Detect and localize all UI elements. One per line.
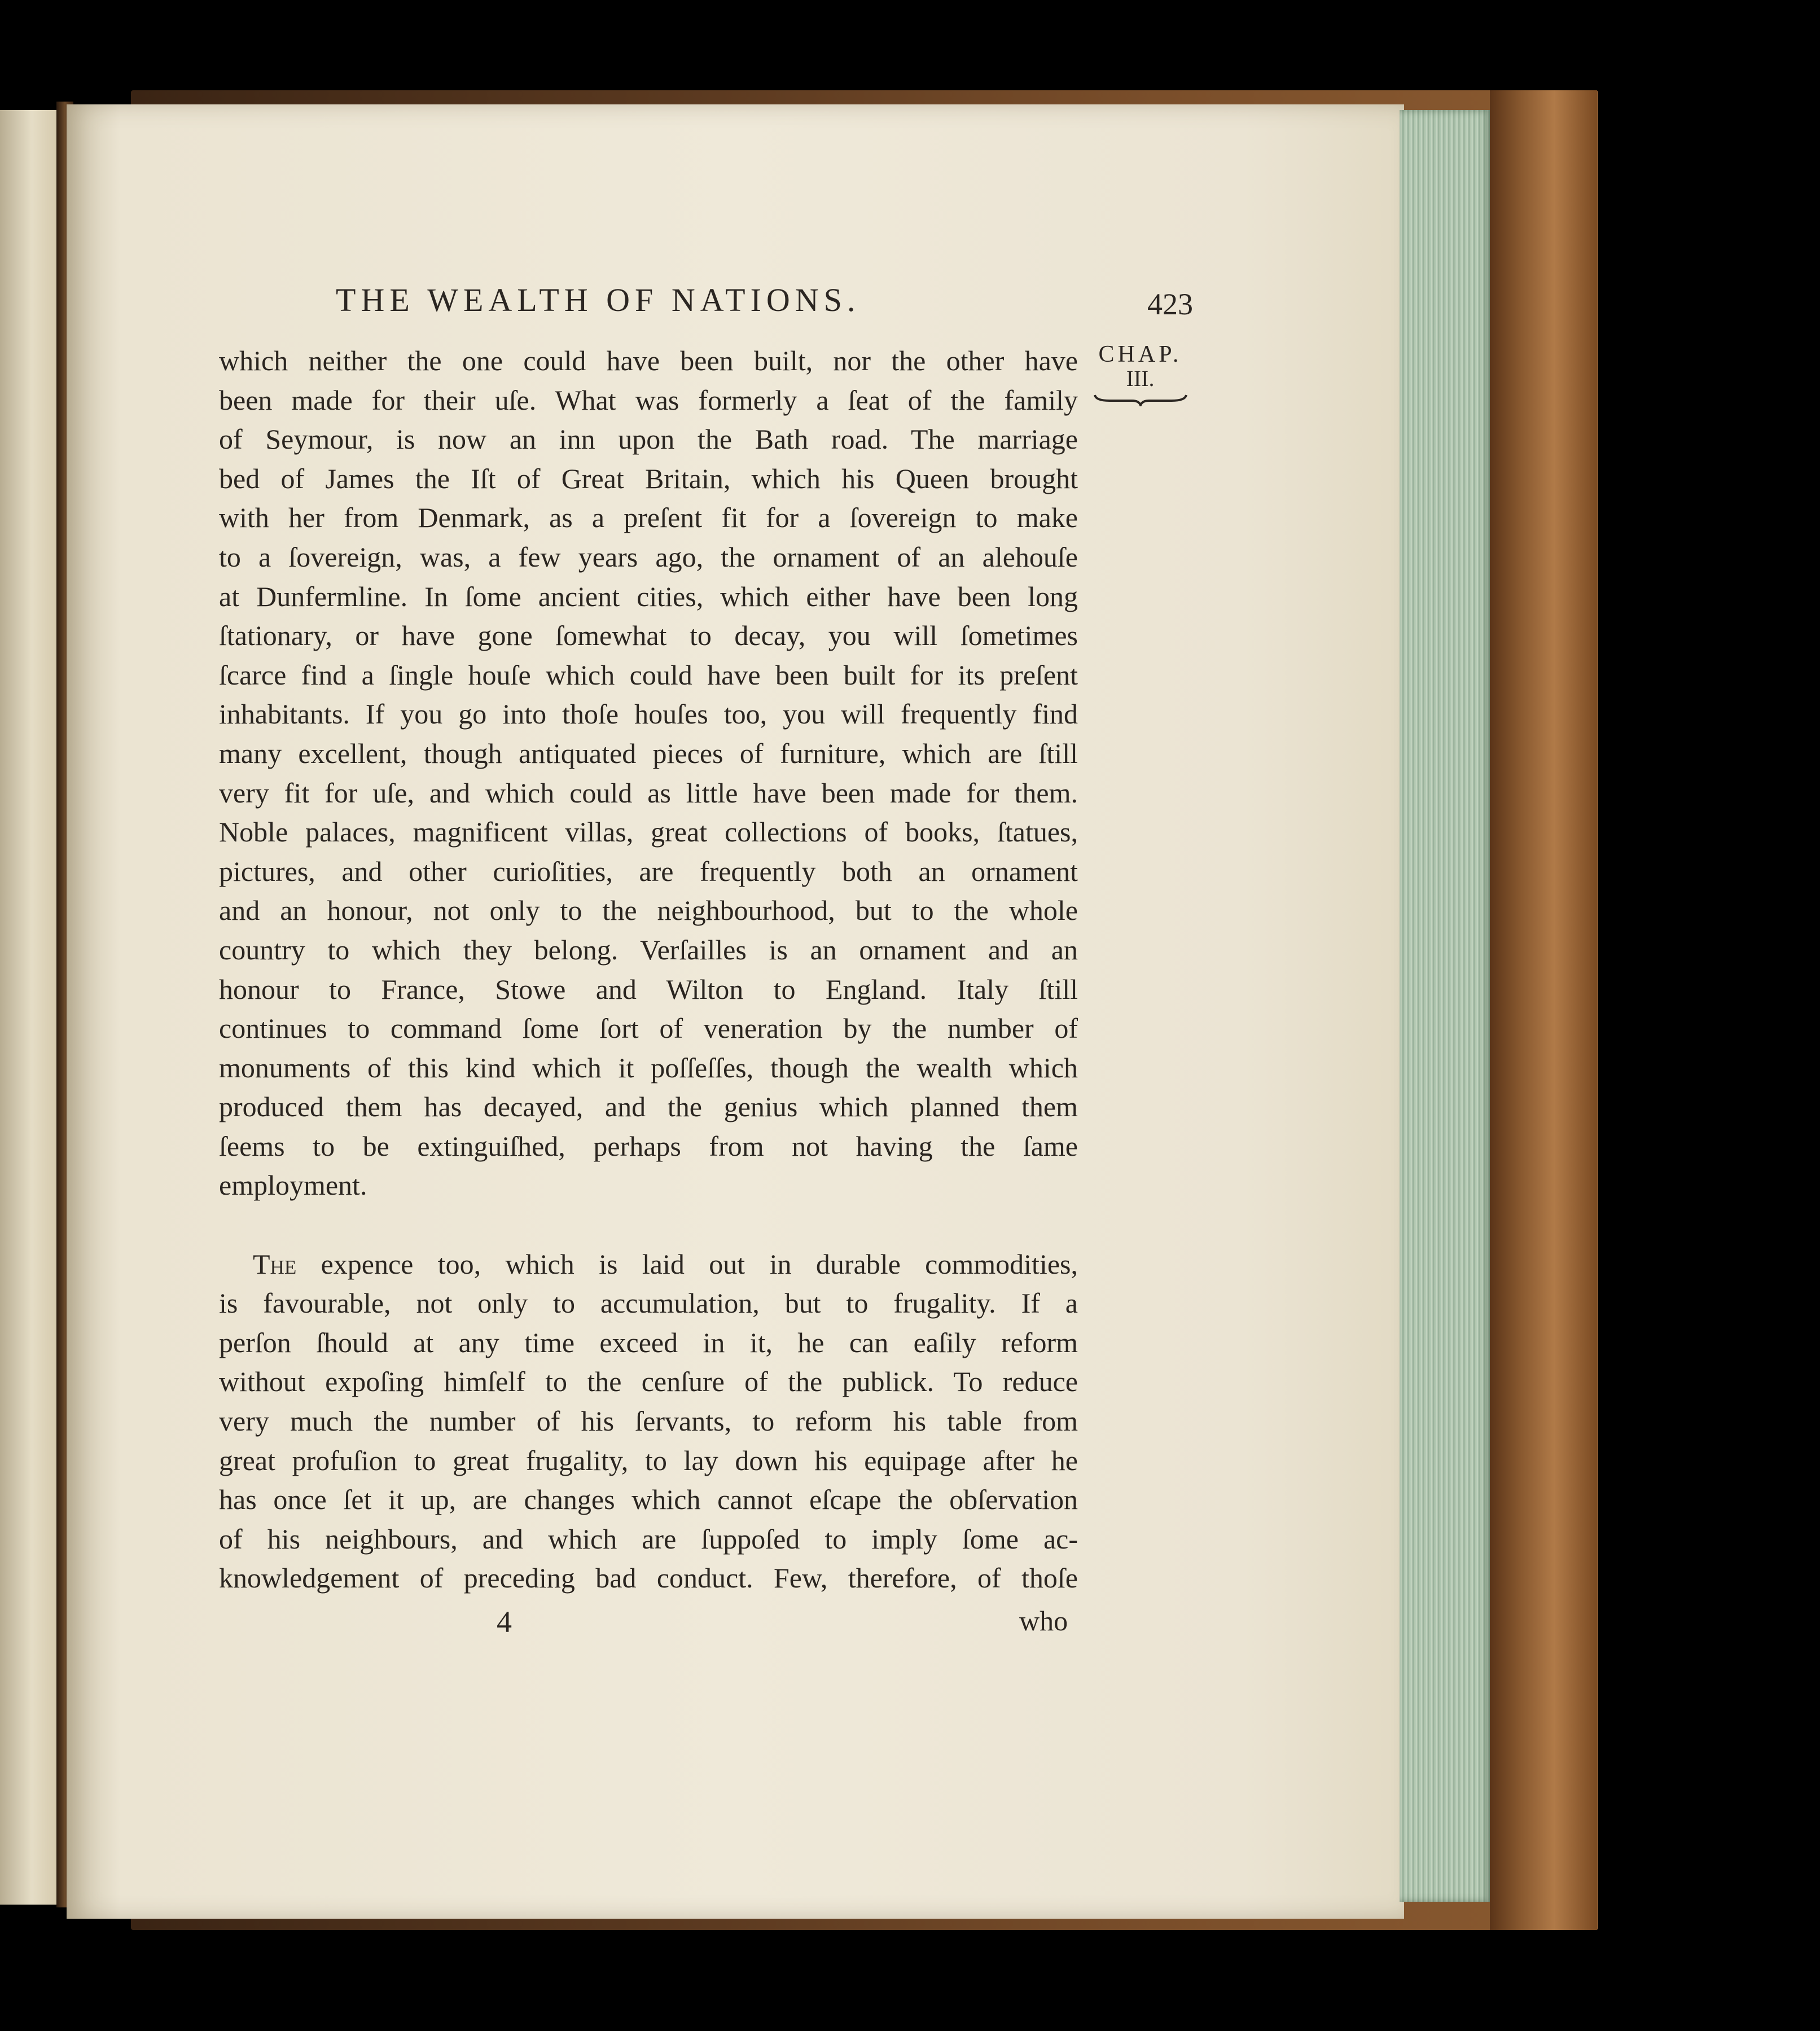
paragraph-1	[219, 341, 1078, 1205]
catchword: who	[1019, 1605, 1068, 1637]
brace-icon	[1093, 392, 1189, 406]
paragraph-gap	[219, 1205, 1078, 1245]
paragraph-2	[219, 1245, 1078, 1598]
text-line: inhabitants. If you go into thoſe houſes too, you will frequently find	[219, 698, 1078, 730]
text-line: to a ſovereign, was, a few years ago, the ornament of an alehouſe	[219, 541, 1078, 573]
running-head: THE WEALTH OF NATIONS.	[336, 282, 861, 318]
text-line: continues to command ſome ſort of veneration by the number of	[219, 1012, 1078, 1045]
first-line-text: expence too, which is laid out in durable commodities,	[296, 1248, 1078, 1280]
page-number: 423	[1147, 287, 1193, 321]
text-line: ſeems to be extinguiſhed, perhaps from not having the ſame	[219, 1130, 1078, 1162]
page-fore-edge	[1400, 110, 1490, 1902]
text-line: of Seymour, is now an inn upon the Bath road. The marriage	[219, 423, 1078, 455]
text-line: many excellent, though antiquated pieces of furniture, which are ſtill	[219, 737, 1078, 769]
text-line: ſtationary, or have gone ſomewhat to decay, you will ſometimes	[219, 620, 1078, 652]
text-line: great profuſion to great frugality, to lay down his equipage after he	[219, 1444, 1078, 1476]
text-line: produced them has decayed, and the genius which planned them	[219, 1091, 1078, 1123]
text-line: which neither the one could have been built, nor the other have	[219, 345, 1078, 376]
chapter-number: III.	[1126, 366, 1155, 391]
leather-spine-edge	[1490, 90, 1597, 1930]
text-line: very fit for uſe, and which could as little have been made for them.	[219, 777, 1078, 809]
text-line: Noble palaces, magnificent villas, great collections of books, ſtatues,	[219, 816, 1078, 848]
text-line: bed of James the Iſt of Great Britain, which his Queen brought	[219, 462, 1078, 494]
initial-word: The	[253, 1248, 297, 1280]
text-line: with her from Denmark, as a preſent fit for a ſovereign to make	[219, 502, 1078, 534]
chapter-side-note	[1088, 342, 1192, 406]
text-line: is favourable, not only to accumulation, but to frugality. If a	[219, 1287, 1078, 1319]
chapter-label: CHAP.	[1098, 341, 1182, 367]
text-line: pictures, and other curioſities, are frequently both an ornament	[219, 855, 1078, 887]
text-line: monuments of this kind which it poſſeſſes, though the wealth which	[219, 1051, 1078, 1084]
text-line	[219, 1245, 1078, 1284]
text-line: of his neighbours, and which are ſuppoſed to imply ſome ac-	[219, 1523, 1078, 1555]
text-line: been made for their uſe. What was formerly a ſeat of the family	[219, 384, 1078, 416]
text-line: employment.	[219, 1169, 367, 1201]
text-line: and an honour, not only to the neighbourhood, but to the whole	[219, 894, 1078, 927]
text-line: at Dunfermline. In ſome ancient cities, which either have been long	[219, 580, 1078, 612]
text-line: knowledgement of preceding bad conduct. Few, therefore, of thoſe	[219, 1562, 1078, 1594]
text-line: honour to France, Stowe and Wilton to England. Italy ſtill	[219, 973, 1078, 1005]
body-text	[219, 341, 1078, 1598]
text-line: without expoſing himſelf to the cenſure of the publick. To reduce	[219, 1366, 1078, 1398]
signature-mark: 4	[497, 1605, 512, 1639]
text-line: has once ſet it up, are changes which cannot eſcape the obſervation	[219, 1484, 1078, 1516]
text-line: perſon ſhould at any time exceed in it, he can eaſily reform	[219, 1326, 1078, 1358]
text-line: very much the number of his ſervants, to reform his table from	[219, 1405, 1078, 1437]
text-line: country to which they belong. Verſailles is an ornament and an	[219, 933, 1078, 966]
text-line: ſcarce find a ſingle houſe which could have been built for its preſent	[219, 659, 1078, 691]
